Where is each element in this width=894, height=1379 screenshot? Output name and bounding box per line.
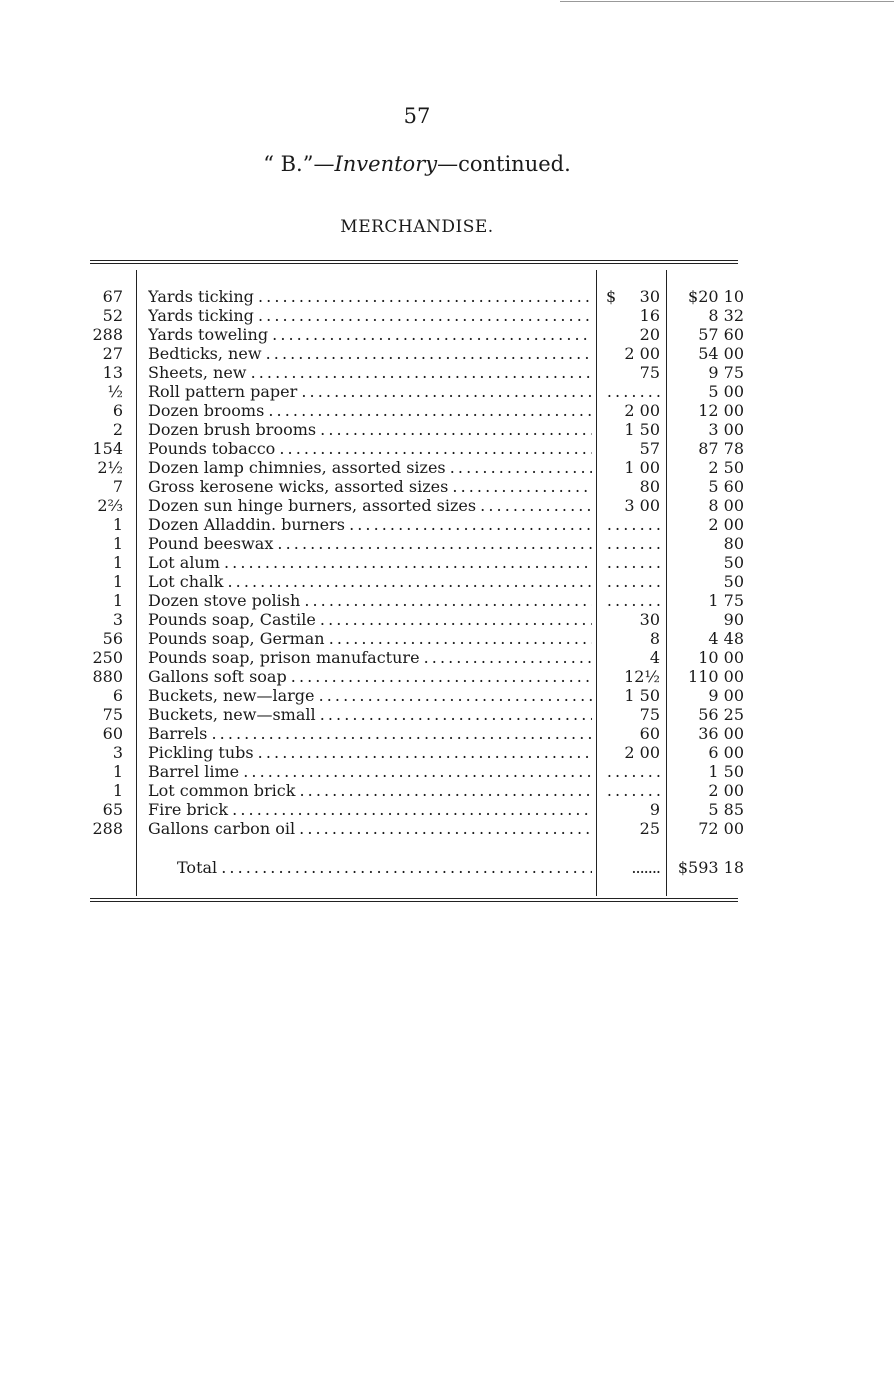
row-description: Barrels . . . (148, 724, 592, 743)
row-quantity: ½ (107, 382, 123, 401)
row-quantity: 2⅔ (97, 496, 123, 515)
total-amount: $593 18 (677, 858, 744, 877)
row-description: Pounds tobacco . . . (148, 439, 592, 458)
row-amount: 1 75 (708, 591, 744, 610)
row-description: Sheets, new . . . (148, 363, 592, 382)
row-quantity: 1 (112, 762, 123, 781)
row-unit-price: 60 (639, 724, 660, 743)
row-unit-price: 4 (649, 648, 660, 667)
row-amount: 57 60 (698, 325, 744, 344)
row-quantity: 6 (112, 686, 123, 705)
row-quantity: 67 (102, 287, 123, 306)
row-description: Pound beeswax . . . (148, 534, 592, 553)
table-bottom-rule (90, 898, 738, 902)
row-description: Dozen brush brooms . . . (148, 420, 592, 439)
row-amount: 9 75 (708, 363, 744, 382)
table-row (0, 553, 894, 572)
row-amount: 72 00 (698, 819, 744, 838)
row-amount: 10 00 (698, 648, 744, 667)
row-description: Gross kerosene wicks, assorted sizes . . . (148, 477, 592, 496)
table-row (0, 667, 894, 686)
row-unit-price: 20 (639, 325, 660, 344)
row-amount: $20 10 (688, 287, 744, 306)
row-quantity: 1 (112, 591, 123, 610)
table-row (0, 648, 894, 667)
row-quantity: 7 (112, 477, 123, 496)
table-row (0, 724, 894, 743)
row-description: Dozen lamp chimnies, assorted sizes . . . (148, 458, 592, 477)
table-row (0, 762, 894, 781)
table-row (0, 477, 894, 496)
table-row (0, 458, 894, 477)
row-quantity: 2 (112, 420, 123, 439)
row-description: Dozen Alladdin. burners . . . (148, 515, 592, 534)
row-quantity: 1 (112, 553, 123, 572)
row-description: Roll pattern paper . . . (148, 382, 592, 401)
table-row (0, 572, 894, 591)
row-amount: 1 50 (708, 762, 744, 781)
table-row (0, 420, 894, 439)
row-unit-price: 8 (649, 629, 660, 648)
row-description: Gallons soft soap . . . (148, 667, 592, 686)
row-amount: 50 (723, 553, 744, 572)
row-description: Barrel lime . . . (148, 762, 592, 781)
table-row (0, 496, 894, 515)
table-row (0, 705, 894, 724)
row-amount: 50 (723, 572, 744, 591)
row-quantity: 60 (102, 724, 123, 743)
row-unit-price: 75 (639, 363, 660, 382)
page-title (0, 152, 834, 176)
row-amount: 5 60 (708, 477, 744, 496)
table-row (0, 363, 894, 382)
row-description: Gallons carbon oil . . . (148, 819, 592, 838)
row-amount: 2 50 (708, 458, 744, 477)
inventory-table-body (0, 287, 894, 838)
row-amount: 8 32 (708, 306, 744, 325)
title-prefix: “ B.”— (263, 152, 335, 176)
row-description: Lot common brick . . . (148, 781, 592, 800)
total-row (0, 858, 894, 878)
row-quantity: 2½ (97, 458, 123, 477)
row-description: Pounds soap, German . . . (148, 629, 592, 648)
row-description: Fire brick . . . (148, 800, 592, 819)
row-description: Dozen sun hinge burners, assorted sizes . . . (148, 496, 592, 515)
table-row (0, 610, 894, 629)
row-amount: 56 25 (698, 705, 744, 724)
row-description: Yards toweling . . . (148, 325, 592, 344)
row-amount: 36 00 (698, 724, 744, 743)
row-unit-price: 12½ (624, 667, 660, 686)
title-italic: Inventory (334, 152, 438, 176)
row-amount: 54 00 (698, 344, 744, 363)
table-row (0, 743, 894, 762)
row-unit-price: 1 50 (624, 686, 660, 705)
row-quantity: 1 (112, 534, 123, 553)
row-description: Pickling tubs . . . (148, 743, 592, 762)
row-dollar-sign: $ (606, 287, 617, 306)
row-amount: 4 48 (708, 629, 744, 648)
row-quantity: 250 (92, 648, 123, 667)
row-amount: 5 00 (708, 382, 744, 401)
table-row (0, 439, 894, 458)
row-unit-price: 75 (639, 705, 660, 724)
row-quantity: 1 (112, 572, 123, 591)
row-unit-price: 9 (649, 800, 660, 819)
row-description: Lot alum . . . (148, 553, 592, 572)
row-description: Yards ticking . . . (148, 287, 592, 306)
row-description: Buckets, new—small . . . (148, 705, 592, 724)
row-unit-price: 30 (639, 610, 660, 629)
table-row (0, 534, 894, 553)
row-amount: 8 00 (708, 496, 744, 515)
row-amount: 80 (723, 534, 744, 553)
table-row (0, 591, 894, 610)
row-amount: 3 00 (708, 420, 744, 439)
row-amount: 2 00 (708, 515, 744, 534)
table-top-rule (90, 260, 738, 264)
row-unit-price: 25 (639, 819, 660, 838)
table-row (0, 382, 894, 401)
table-row (0, 325, 894, 344)
row-description: Buckets, new—large . . . (148, 686, 592, 705)
table-row (0, 401, 894, 420)
row-quantity: 13 (102, 363, 123, 382)
row-description: Bedticks, new . . . (148, 344, 592, 363)
row-quantity: 3 (112, 743, 123, 762)
row-unit-price: 30 (639, 287, 660, 306)
row-unit-price: 57 (639, 439, 660, 458)
row-unit-price: 2 00 (624, 401, 660, 420)
table-row (0, 306, 894, 325)
row-description: Dozen stove polish . . . (148, 591, 592, 610)
row-amount: 110 00 (688, 667, 744, 686)
row-unit-price: 2 00 (624, 743, 660, 762)
table-row (0, 686, 894, 705)
row-quantity: 52 (102, 306, 123, 325)
table-row (0, 344, 894, 363)
row-amount: 9 00 (708, 686, 744, 705)
section-heading: MERCHANDISE. (340, 217, 494, 237)
row-amount: 5 85 (708, 800, 744, 819)
title-suffix: —continued. (437, 152, 571, 176)
table-row (0, 800, 894, 819)
row-unit-price: 3 00 (624, 496, 660, 515)
row-amount: 2 00 (708, 781, 744, 800)
row-amount: 90 (723, 610, 744, 629)
row-quantity: 288 (92, 325, 123, 344)
row-amount: 12 00 (698, 401, 744, 420)
total-price-dots: ....... (631, 858, 660, 877)
page-number: 57 (403, 104, 431, 128)
total-label: Total . . . (177, 858, 592, 878)
row-unit-price: 2 00 (624, 344, 660, 363)
row-quantity: 56 (102, 629, 123, 648)
row-quantity: 1 (112, 515, 123, 534)
row-description: Pounds soap, Castile . . . (148, 610, 592, 629)
row-quantity: 288 (92, 819, 123, 838)
row-unit-price: 16 (639, 306, 660, 325)
row-amount: 87 78 (698, 439, 744, 458)
row-amount: 6 00 (708, 743, 744, 762)
row-unit-price: 1 50 (624, 420, 660, 439)
table-row (0, 781, 894, 800)
row-unit-price: 1 00 (624, 458, 660, 477)
row-quantity: 154 (92, 439, 123, 458)
row-quantity: 65 (102, 800, 123, 819)
row-quantity: 6 (112, 401, 123, 420)
table-row (0, 515, 894, 534)
row-quantity: 880 (92, 667, 123, 686)
row-unit-price: 80 (639, 477, 660, 496)
row-quantity: 27 (102, 344, 123, 363)
row-description: Yards ticking . . . (148, 306, 592, 325)
page-edge-line (560, 1, 894, 2)
row-quantity: 1 (112, 781, 123, 800)
row-description: Lot chalk . . . (148, 572, 592, 591)
table-row (0, 819, 894, 838)
row-quantity: 3 (112, 610, 123, 629)
row-description: Pounds soap, prison manufacture . . . (148, 648, 592, 667)
row-description: Dozen brooms . . . (148, 401, 592, 420)
row-quantity: 75 (102, 705, 123, 724)
table-row (0, 287, 894, 306)
table-row (0, 629, 894, 648)
